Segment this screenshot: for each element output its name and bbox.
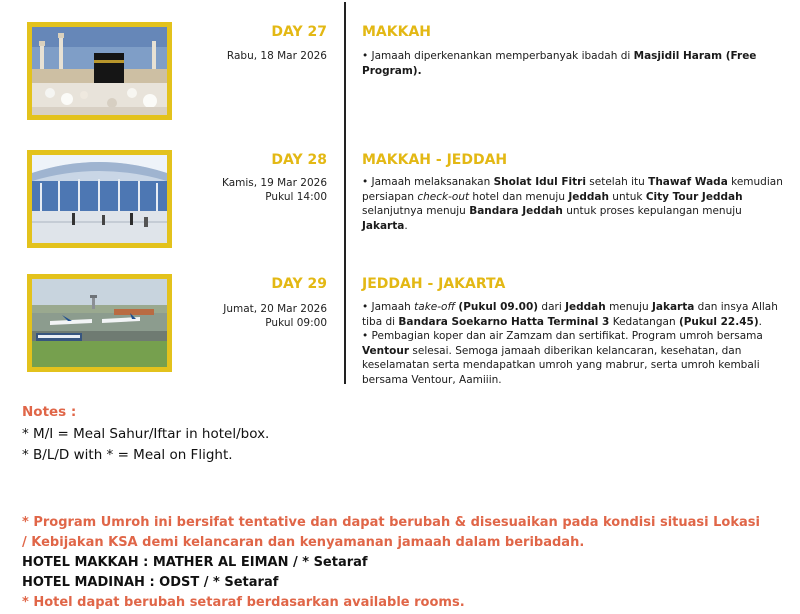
description-text: • Pembagian koper dan air Zamzam dan sertifikat. Program umroh bersama: [362, 330, 763, 343]
day-description: [362, 49, 787, 78]
description-text: Ventour: [362, 344, 410, 357]
note-line: * M/I = Meal Sahur/Iftar in hotel/box.: [22, 426, 270, 442]
description-text: check-out: [417, 190, 470, 203]
description-paragraph: [362, 329, 787, 387]
description-text: City Tour Jeddah: [645, 190, 743, 203]
day-time-line: Pukul 09:00: [265, 317, 327, 329]
description-text: Bandara Jeddah: [469, 205, 563, 218]
description-text: take-off: [414, 301, 456, 313]
description-text: Sholat Idul Fitri: [493, 176, 586, 188]
description-text: (Pukul 09.00): [458, 301, 539, 313]
day-date-line: Jumat, 20 Mar 2026: [223, 303, 327, 315]
day-title: JEDDAH - JAKARTA: [362, 276, 506, 292]
day-date-line: Rabu, 18 Mar 2026: [226, 50, 327, 62]
description-text: • Jamaah melaksanakan: [362, 176, 494, 188]
description-text: Kedatangan: [609, 315, 679, 328]
description-text: untuk proses kepulangan menuju: [562, 205, 742, 218]
description-text: hotel dan menuju: [469, 190, 569, 203]
disclaimer-line: / Kebijakan KSA demi kelancaran dan kenyamanan jamaah dalam beribadah.: [22, 535, 585, 550]
notes-heading: Notes :: [22, 404, 77, 420]
description-text: Jeddah: [568, 190, 609, 203]
day-description: [362, 300, 787, 388]
day-description: [362, 175, 787, 233]
description-text: .: [758, 315, 762, 328]
day-number: DAY 27: [271, 24, 327, 40]
hotel-madinah: HOTEL MADINAH : ODST / * Setaraf: [22, 575, 279, 590]
timeline-divider: [344, 2, 346, 384]
hotel-makkah: HOTEL MAKKAH : MATHER AL EIMAN / * Setaraf: [22, 555, 368, 570]
airport-apron-photo: [27, 274, 172, 372]
day-date: [227, 49, 327, 63]
description-text: Jeddah: [565, 301, 606, 313]
description-text: dan insya Allah tiba di: [362, 301, 778, 328]
day-number: DAY 29: [271, 276, 327, 292]
description-paragraph: [362, 175, 787, 233]
description-text: Thawaf Wada: [648, 176, 728, 188]
footer-info: [22, 513, 792, 613]
hotel-note: * Hotel dapat berubah setaraf berdasarkan available rooms.: [22, 595, 465, 610]
note-line: * B/L/D with * = Meal on Flight.: [22, 447, 233, 463]
description-text: .: [404, 219, 408, 232]
description-paragraph: [362, 300, 787, 329]
day-title: MAKKAH: [362, 24, 432, 40]
day-number: DAY 28: [271, 152, 327, 168]
description-text: dari: [538, 301, 566, 313]
description-text: kemudian persiapan: [362, 176, 783, 203]
description-text: Jakarta: [651, 301, 695, 313]
description-text: setelah itu: [585, 176, 649, 188]
disclaimer-line: * Program Umroh ini bersifat tentative dan dapat berubah & disesuaikan pada kondisi situasi Lokasi: [22, 515, 760, 530]
description-text: Masjidil Haram (Free Program).: [362, 50, 757, 77]
description-text: • Jamaah: [362, 301, 415, 313]
day-date-line: Kamis, 19 Mar 2026: [222, 177, 327, 189]
airport-terminal-photo: [27, 150, 172, 248]
kaaba-photo: [27, 22, 172, 120]
day-title: MAKKAH - JEDDAH: [362, 152, 508, 168]
description-text: Jakarta: [362, 219, 405, 232]
description-text: • Jamaah diperkenankan memperbanyak ibadah di: [362, 50, 634, 62]
day-date: [223, 302, 327, 330]
description-text: selanjutnya menuju: [362, 205, 470, 218]
description-text: selesai. Semoga jamaah diberikan kelancaran, kesehatan, dan keselamatan serta mendapatkan umroh yang mabrur, serta umroh kembali bersama Ventour, Aamiiin.: [362, 344, 760, 386]
day-time-line: Pukul 14:00: [265, 191, 327, 203]
day-date: [222, 176, 327, 204]
description-paragraph: [362, 49, 787, 78]
description-text: untuk: [608, 190, 646, 203]
description-text: menuju: [605, 301, 652, 313]
description-text: (Pukul 22.45): [678, 315, 759, 328]
description-text: Bandara Soekarno Hatta Terminal 3: [398, 315, 610, 328]
